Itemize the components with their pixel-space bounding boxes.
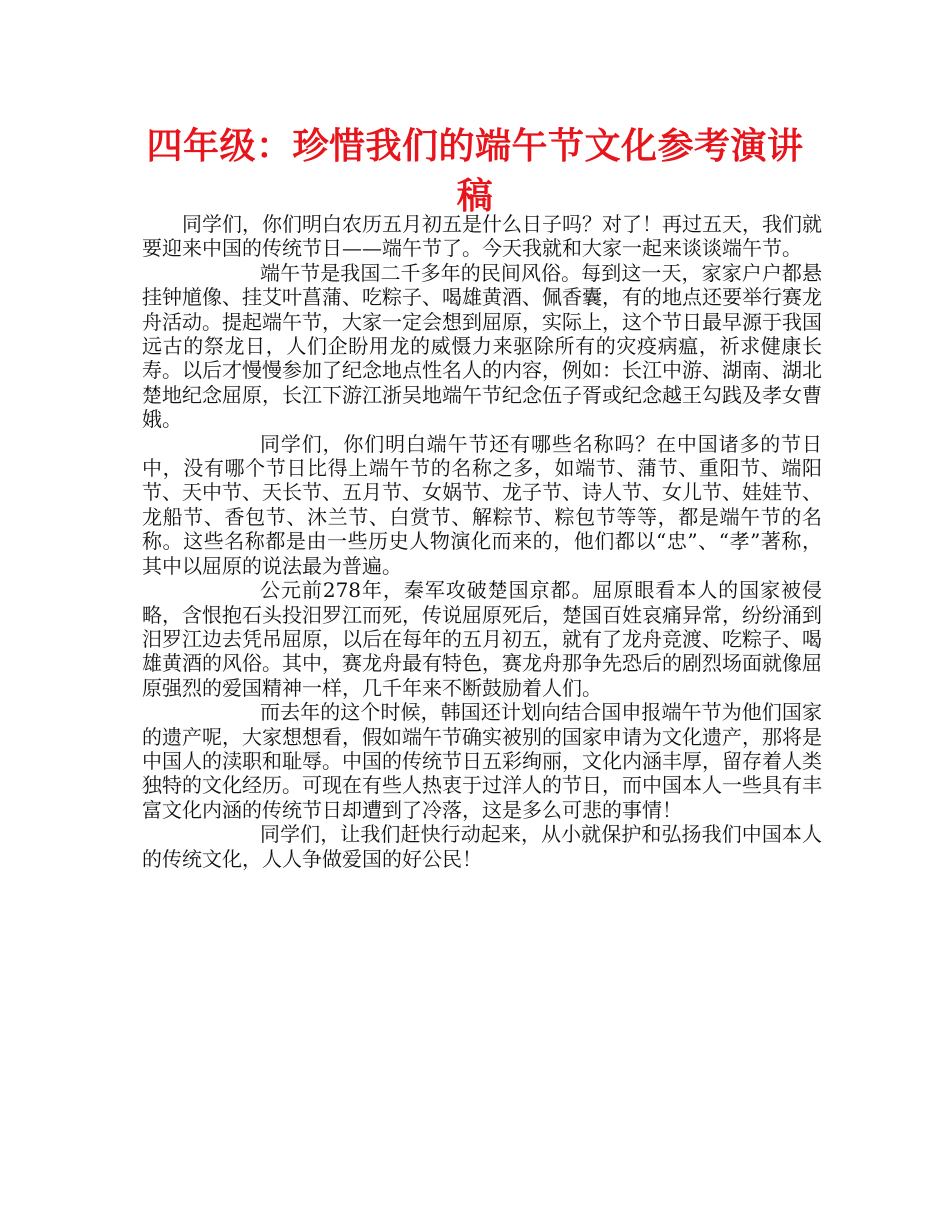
- paragraph-heritage: 而去年的这个时候，韩国还计划向结合国申报端午节为他们国家的遗产呢，大家想想看，假如端午节确实被别的国家申请为文化遗产，那将是中国人的渎职和耻辱。中国的传统节日五彩绚丽，文化内涵丰厚，留存着人类独特的文化经历。可现在有些人热衷于过洋人的节日，而中国本人一些具有丰富文化内涵的传统节日却遭到了冷落，这是多么可悲的事情！: [142, 700, 822, 822]
- document-body: [142, 212, 822, 871]
- paragraph-qu-yuan: 公元前278年，秦军攻破楚国京都。屈原眼看本人的国家被侵略，含恨抱石头投汨罗江而死，传说屈原死后，楚国百姓哀痛异常，纷纷涌到汨罗江边去凭吊屈原，以后在每年的五月初五，就有了龙舟竞渡、吃粽子、喝雄黄酒的风俗。其中，赛龙舟最有特色，赛龙舟那争先恐后的剧烈场面就像屈原强烈的爱国精神一样，几千年来不断鼓励着人们。: [142, 578, 822, 700]
- paragraph-customs: 端午节是我国二千多年的民间风俗。每到这一天，家家户户都悬挂钟馗像、挂艾叶菖蒲、吃粽子、喝雄黄酒、佩香囊，有的地点还要举行赛龙舟活动。提起端午节，大家一定会想到屈原，实际上，这个节日最早源于我国远古的祭龙日，人们企盼用龙的威慑力来驱除所有的灾疫病瘟，祈求健康长寿。以后才慢慢参加了纪念地点性名人的内容，例如：长江中游、湖南、湖北楚地纪念屈原，长江下游江浙吴地端午节纪念伍子胥或纪念越王勾践及孝女曹娥。: [142, 260, 822, 432]
- paragraph-intro: 同学们，你们明白农历五月初五是什么日子吗？对了！再过五天，我们就要迎来中国的传统节日——端午节了。今天我就和大家一起来谈谈端午节。: [142, 212, 822, 261]
- paragraph-closing: 同学们，让我们赶快行动起来，从小就保护和弘扬我们中国本人的传统文化，人人争做爱国的好公民！: [142, 822, 822, 871]
- paragraph-names: 同学们，你们明白端午节还有哪些名称吗？在中国诸多的节日中，没有哪个节日比得上端午节的名称之多，如端节、蒲节、重阳节、端阳节、天中节、天长节、五月节、女娲节、龙子节、诗人节、女儿节、娃娃节、龙船节、香包节、沐兰节、白赏节、解粽节、粽包节等等，都是端午节的名称。这些名称都是由一些历史人物演化而来的，他们都以“忠”、“孝”著称，其中以屈原的说法最为普遍。: [142, 431, 822, 578]
- document-title: 四年级：珍惜我们的端午节文化参考演讲稿: [146, 126, 804, 217]
